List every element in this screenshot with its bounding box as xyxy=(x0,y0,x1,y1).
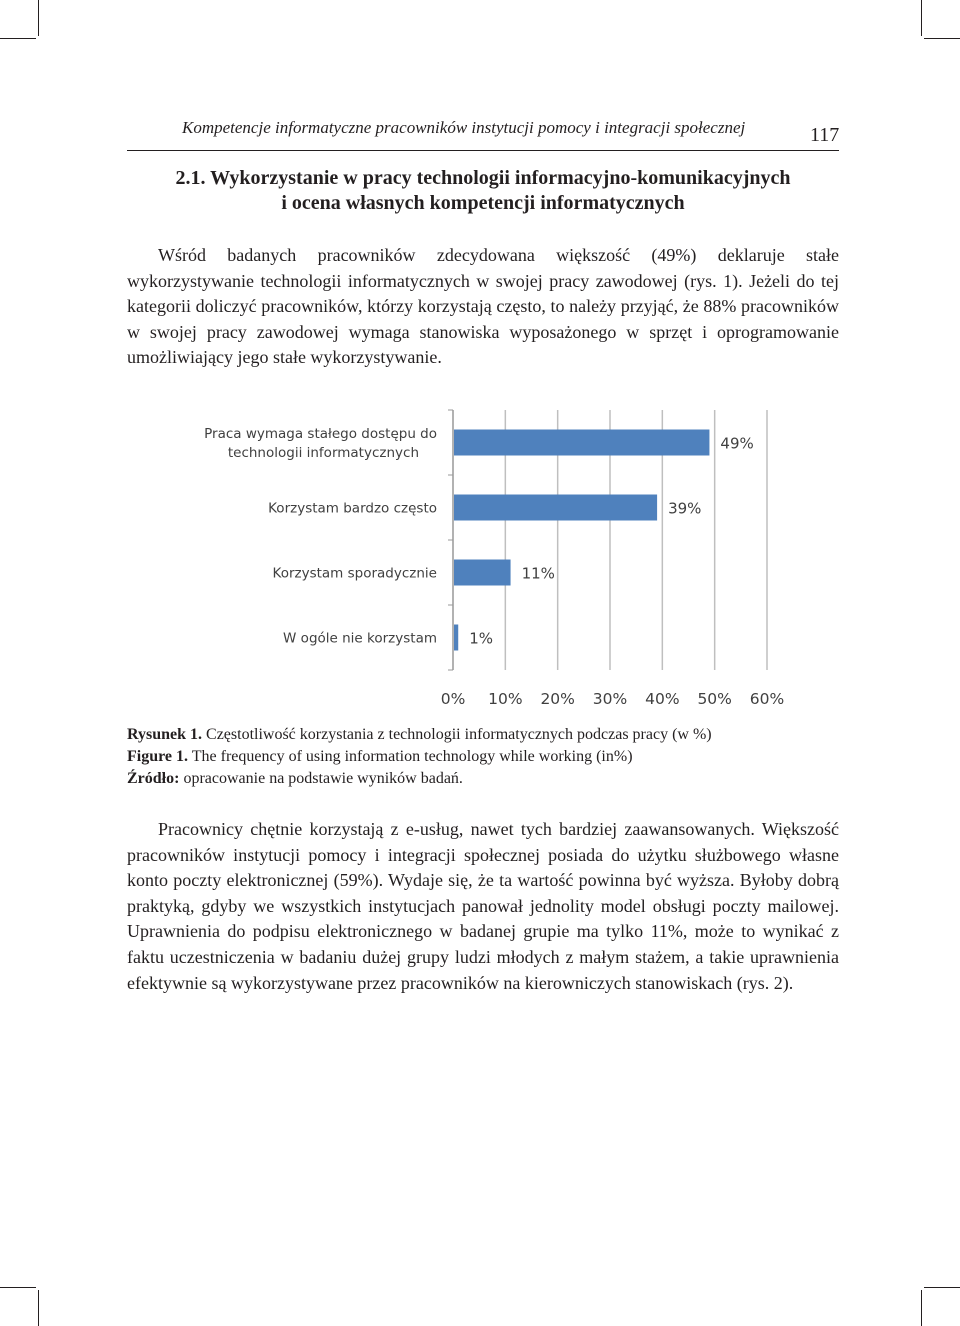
data-label: 39% xyxy=(668,499,702,518)
category-label-line: Korzystam bardzo często xyxy=(268,500,437,517)
figure-caption xyxy=(127,724,839,790)
category-label xyxy=(283,631,437,647)
caption-english: Figure 1. The frequency of using information technology while working (in%) xyxy=(127,748,633,765)
section-title-line: 2.1. Wykorzystanie w pracy technologii informacyjno-komunikacyjnych xyxy=(175,167,791,189)
crop-mark xyxy=(921,0,922,36)
running-head: Kompetencje informatyczne pracowników instytucji pomocy i integracji społecznej xyxy=(182,118,746,137)
category-label xyxy=(204,426,437,461)
paragraph-text: Wśród badanych pracowników zdecydowana większość (49%) deklaruje stałe wykorzystywanie technologii informatycznych w swojej pracy zawodowej (rys. 1). Jeżeli do tej kategorii doliczyć pracowników, którzy korzystają często, to należy przyjąć, że 88% pracowników w swojej pracy zawodowej wymaga stanowiska wyposażonego w sprzęt i oprogramowanie umożliwiający jego stałe wykorzystywanie. xyxy=(127,245,839,368)
x-tick-label: 40% xyxy=(645,690,680,708)
data-label: 49% xyxy=(720,434,754,453)
bar xyxy=(454,560,511,586)
section-title xyxy=(127,166,839,216)
page-number: 117 xyxy=(810,124,840,146)
body-paragraph xyxy=(127,243,839,371)
caption-polish: Rysunek 1. Częstotliwość korzystania z technologii informatycznych podczas pracy (w %) xyxy=(127,726,712,743)
category-label-line: technologii informatycznych xyxy=(227,445,419,461)
category-label-line: Praca wymaga stałego dostępu do xyxy=(204,426,437,442)
paragraph-text: Pracownicy chętnie korzystają z e-usług, nawet tych bardziej zaawansowanych. Większość pracowników instytucji pomocy i integracji społecznej posiada do użytku służbowego własne konto poczty elektronicznej (59%). Wydaje się, że ta wartość powinna być wyższa. Byłoby dobrą praktyką, gdyby we wszystkich instytucjach panował jednolity model obsługi poczty mailowej. Uprawnienia do podpisu elektronicznego w badanej grupie ma tylko 11%, może to wynikać z faktu uczestniczenia w badaniu dużej grupy ludzi młodych z małym stażem, a takie uprawnienia efektywnie są wykorzystywane przez pracowników na kierowniczych stanowiskach (rys. 2). xyxy=(127,819,839,993)
crop-mark xyxy=(921,1290,922,1326)
crop-mark xyxy=(924,38,960,39)
crop-mark xyxy=(0,1287,36,1288)
body-paragraph xyxy=(127,817,839,996)
crop-mark xyxy=(38,0,39,36)
x-tick-label: 60% xyxy=(749,690,785,708)
crop-mark xyxy=(0,38,36,39)
x-tick-label: 50% xyxy=(697,690,732,708)
header-rule xyxy=(127,150,839,151)
category-label xyxy=(273,566,437,582)
x-tick-label: 30% xyxy=(592,690,628,708)
data-label: 1% xyxy=(469,629,494,648)
category-label-line: Korzystam sporadycznie xyxy=(272,565,437,582)
x-tick-label: 0% xyxy=(440,690,466,708)
category-label xyxy=(268,501,437,517)
caption-source: Źródło: opracowanie na podstawie wyników badań. xyxy=(127,770,463,787)
x-tick-label: 10% xyxy=(488,690,523,708)
data-label: 11% xyxy=(521,564,555,583)
crop-mark xyxy=(38,1290,39,1326)
bar xyxy=(454,495,657,521)
bar xyxy=(454,625,458,651)
crop-mark xyxy=(924,1287,960,1288)
section-title-line: i ocena własnych kompetencji informatycznych xyxy=(281,192,685,214)
category-label-line: W ogóle nie korzystam xyxy=(283,630,437,647)
x-tick-label: 20% xyxy=(540,690,575,708)
bar xyxy=(454,430,709,456)
